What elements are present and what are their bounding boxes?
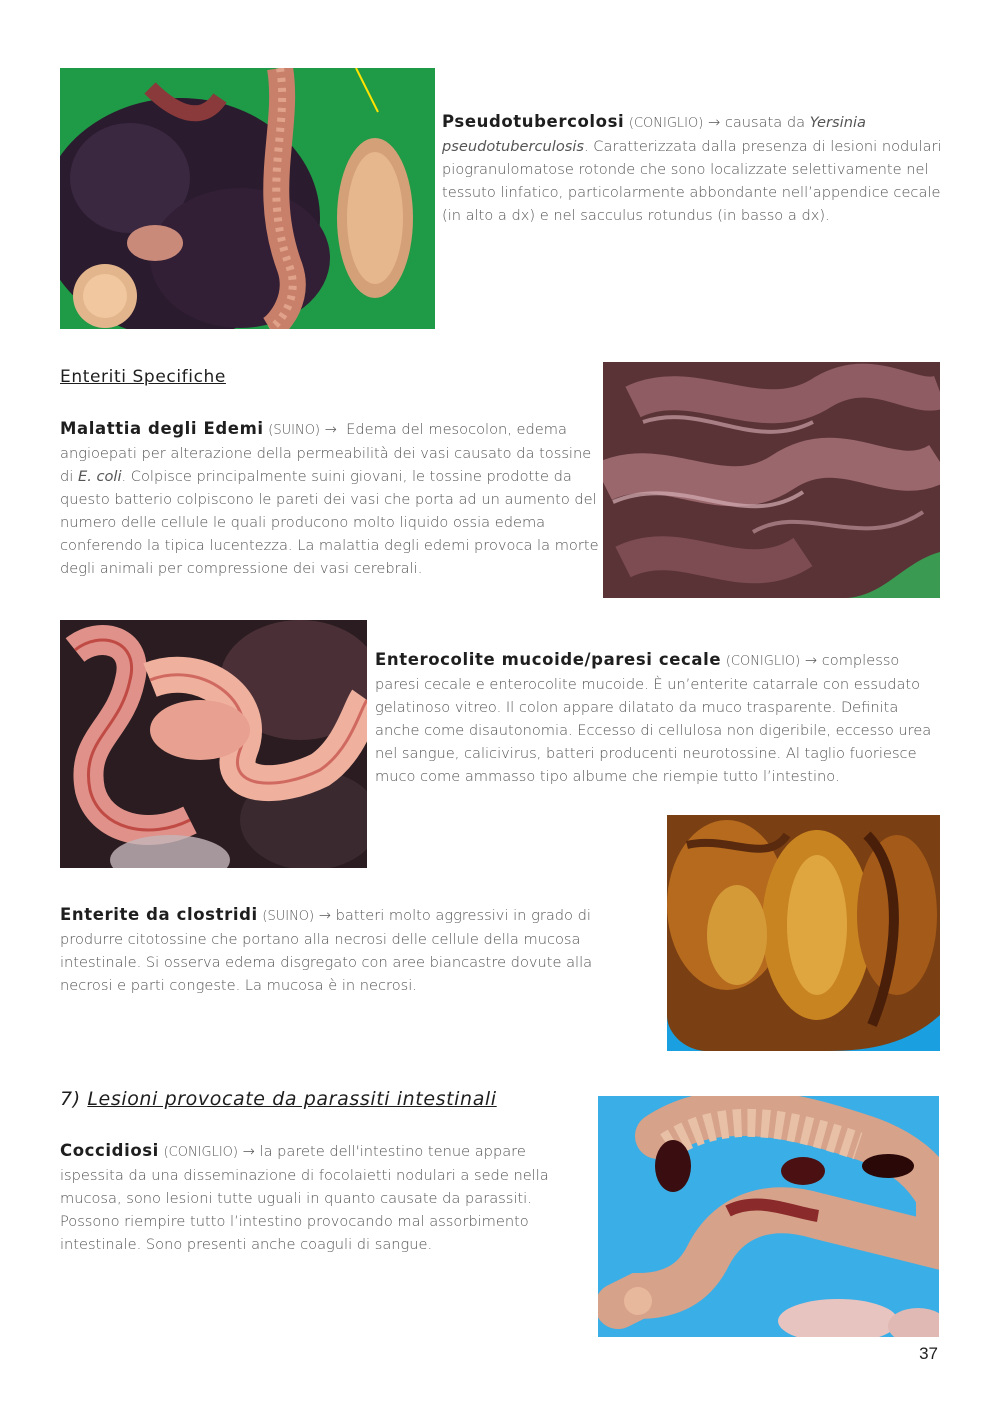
species-tag: (CONIGLIO) (628, 116, 704, 131)
pathogen-name: Yersinia pseudotuberculosis (442, 114, 866, 155)
enterocolite-mucoide-photo (60, 620, 367, 868)
description-text: causata da (724, 114, 806, 131)
page-number: 37 (919, 1344, 938, 1363)
description-text: . Colpisce principalmente suini giovani, le tossine prodotte da questo batterio colpiscono le pareti dei vasi che porta ad un aumento del numero delle cellule le quali producono molto liquido ossia edema conferendo la tipica lucentezza. La malattia degli edemi provoca la morte degli animali per compressione dei vasi cerebrali. (60, 468, 599, 577)
arrow-icon: → (324, 421, 337, 438)
arrow-icon: → (707, 114, 721, 131)
species-tag: (SUINO) (262, 909, 315, 924)
description-text: la parete dell'intestino tenue appare ispessita da una disseminazione di focolaietti nodulari a sede nella mucosa, sono lesioni tutte uguali in quanto causate da parassiti. Possono riempire tutto l’intestino provocando mal assorbimento intestinale. Sono presenti anche coaguli di sangue. (60, 1143, 549, 1253)
pseudotubercolosi-term: Pseudotubercolosi (442, 112, 625, 131)
section-title: Lesioni provocate da parassiti intestinali (87, 1088, 497, 1110)
species-tag: (CONIGLIO) (725, 654, 801, 669)
arrow-icon: → (242, 1143, 255, 1160)
edemi-term: Malattia degli Edemi (60, 419, 264, 438)
enterite-clostridi-photo (667, 815, 940, 1051)
description-text: Edema del mesocolon, edema angioepati per alterazione della permeabilità dei vasi causato da tossine di (60, 421, 592, 485)
section-heading-parassiti (60, 1088, 497, 1110)
coccidiosi-paragraph (60, 1139, 585, 1256)
arrow-icon: → (318, 907, 331, 924)
description-text: batteri molto aggressivi in grado di produrre citotossine che portano alla necrosi delle cellule della mucosa intestinale. Si osserva edema disgregato con aree biancastre dovute alla necrosi e parti congeste. La mucosa è in necrosi. (60, 907, 593, 994)
coccidiosi-term: Coccidiosi (60, 1141, 159, 1160)
species-tag: (SUINO) (268, 423, 320, 438)
pseudotubercolosi-photo (60, 68, 435, 329)
pseudotubercolosi-paragraph (442, 110, 942, 227)
malattia-edemi-photo (603, 362, 940, 598)
clostridi-paragraph (60, 903, 625, 997)
clostridi-term: Enterite da clostridi (60, 905, 258, 924)
section-number: 7) (60, 1088, 81, 1110)
pathogen-name: E. coli (77, 468, 122, 485)
coccidiosi-photo (598, 1096, 939, 1337)
enterocolite-term: Enterocolite mucoide/paresi cecale (375, 650, 722, 669)
section-heading-enteriti-specifiche: Enteriti Specifiche (60, 367, 226, 387)
species-tag: (CONIGLIO) (163, 1145, 238, 1160)
description-text: . Caratterizzata dalla presenza di lesioni nodulari piogranulomatose rotonde che sono localizzate selettivamente nel tessuto linfatico, particolarmente abbondante nell’appendice cecale (in alto a dx) e nel sacculus rotundus (in basso a dx). (442, 138, 942, 224)
description-text: complesso paresi cecale e enterocolite mucoide. È un’enterite catarrale con essudato gelatinoso vitreo. Il colon appare dilatato da muco trasparente. Definita anche come disautonomia. Eccesso di cellulosa non digeribile, eccesso urea nel sangue, calicivirus, batteri producenti neurotossine. Al taglio fuoriesce muco come ammasso tipo albume che riempie tutto l’intestino. (375, 652, 932, 785)
arrow-icon: → (804, 652, 818, 669)
edemi-paragraph (60, 417, 600, 580)
enterocolite-paragraph (375, 648, 940, 788)
